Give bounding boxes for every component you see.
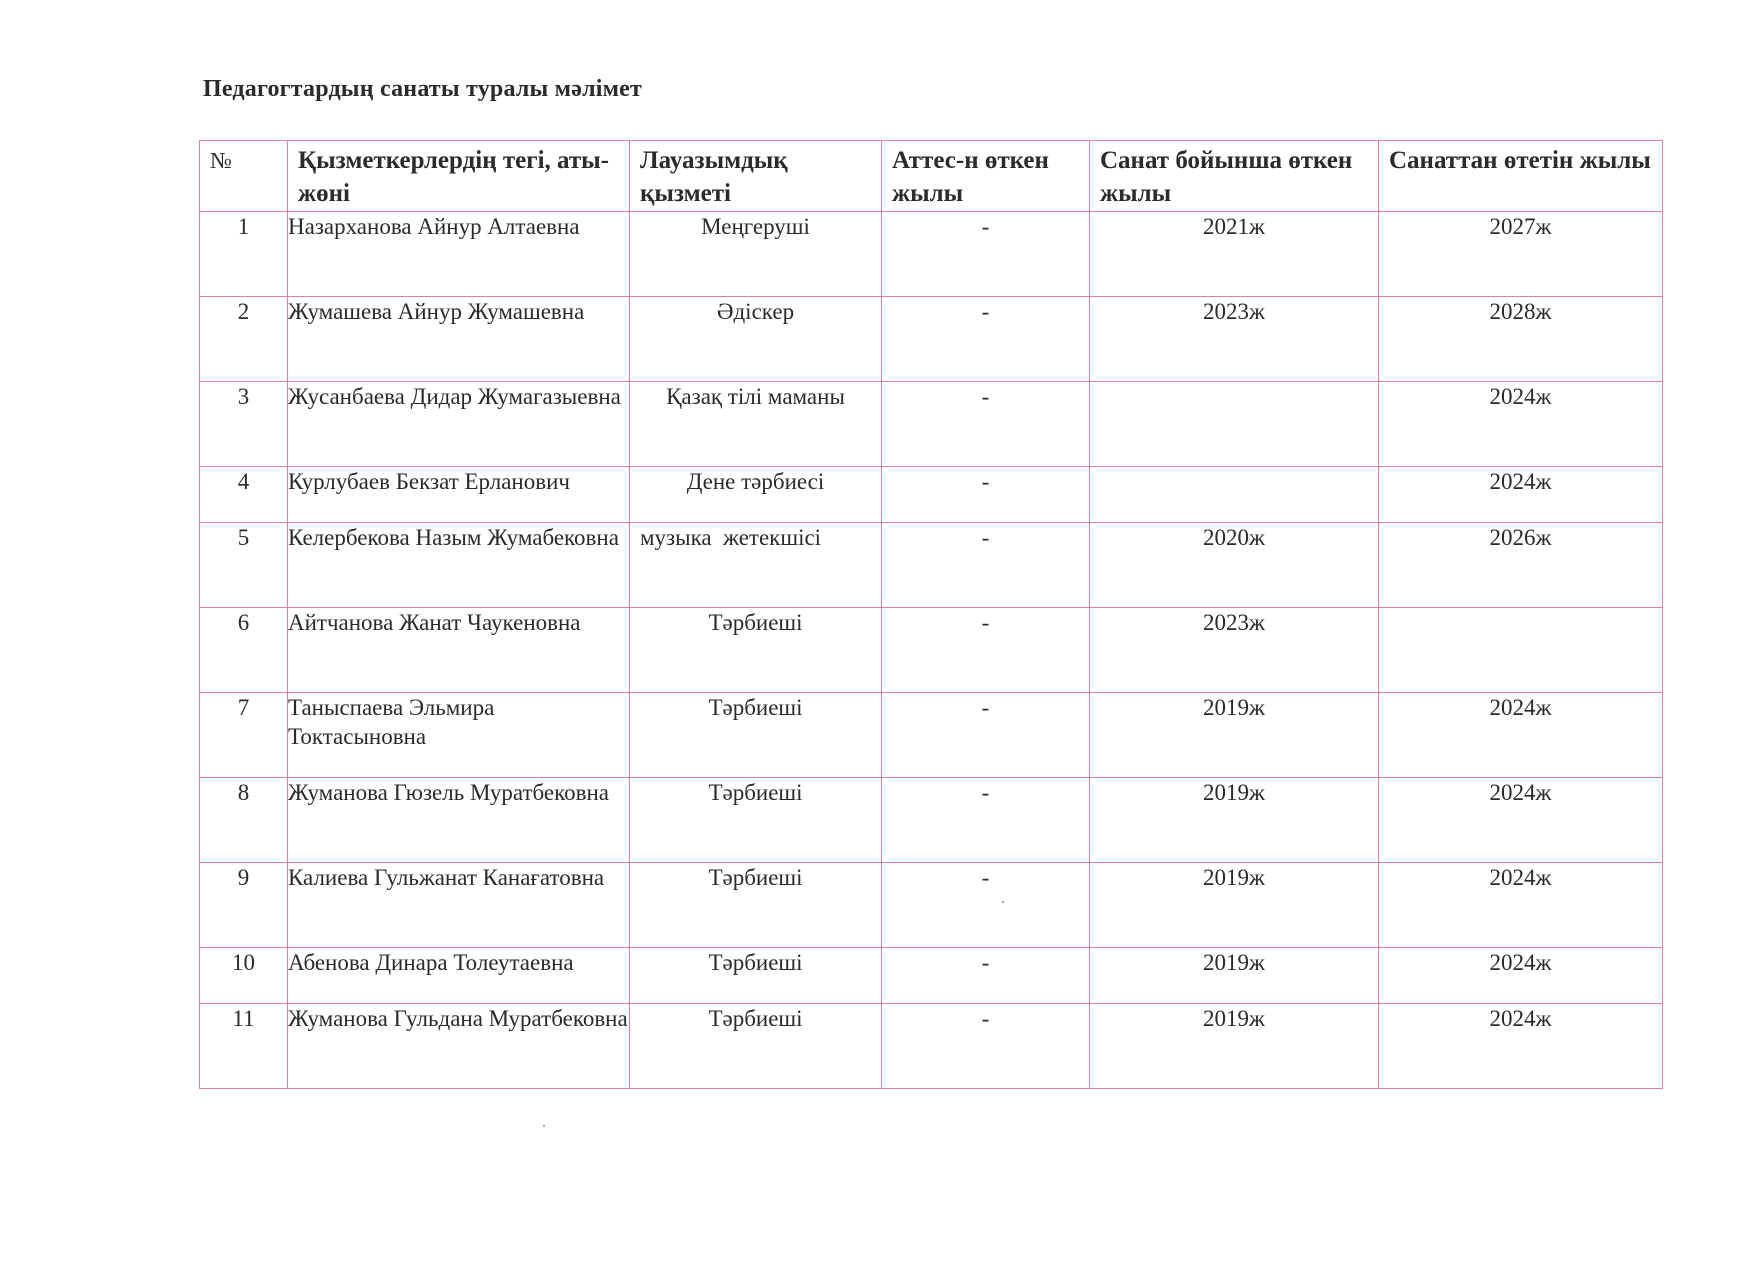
header-number: №	[200, 141, 288, 212]
scan-speck	[543, 1125, 545, 1127]
row-number: 6	[200, 608, 288, 693]
scan-speck	[1002, 901, 1004, 903]
table-row	[200, 212, 1663, 297]
attestation-year: -	[882, 382, 1090, 467]
attestation-year: -	[882, 948, 1090, 1004]
page-title: Педагогтардың санаты туралы мәлімет	[203, 76, 642, 102]
staff-name: Абенова Динара Толеутаевна	[288, 948, 630, 1004]
category-next-year: 2026ж	[1379, 523, 1663, 608]
staff-position: Тәрбиеші	[630, 1004, 882, 1089]
table-row	[200, 523, 1663, 608]
staff-name: Жуманова Гульдана Муратбековна	[288, 1004, 630, 1089]
table-row	[200, 863, 1663, 948]
category-next-year: 2027ж	[1379, 212, 1663, 297]
category-passed-year: 2019ж	[1090, 693, 1379, 778]
table-row	[200, 1004, 1663, 1089]
row-number: 3	[200, 382, 288, 467]
table-row	[200, 382, 1663, 467]
attestation-year: -	[882, 297, 1090, 382]
table-row	[200, 778, 1663, 863]
attestation-year: -	[882, 467, 1090, 523]
header-category-next-year: Санаттан өтетін жылы	[1379, 141, 1663, 212]
category-next-year: 2024ж	[1379, 467, 1663, 523]
attestation-year: -	[882, 863, 1090, 948]
staff-name: Жуманова Гюзель Муратбековна	[288, 778, 630, 863]
category-next-year: 2028ж	[1379, 297, 1663, 382]
row-number: 5	[200, 523, 288, 608]
staff-position: Әдіскер	[630, 297, 882, 382]
attestation-year: -	[882, 693, 1090, 778]
table-header-row	[200, 141, 1663, 212]
staff-name: Калиева Гульжанат Канағатовна	[288, 863, 630, 948]
category-next-year: 2024ж	[1379, 1004, 1663, 1089]
header-attestation-year: Аттес-н өткен жылы	[882, 141, 1090, 212]
attestation-year: -	[882, 608, 1090, 693]
staff-category-table	[199, 140, 1663, 1089]
staff-position: Тәрбиеші	[630, 948, 882, 1004]
staff-name: Таныспаева Эльмира Токтасыновна	[288, 693, 630, 778]
row-number: 10	[200, 948, 288, 1004]
category-passed-year: 2019ж	[1090, 863, 1379, 948]
category-passed-year	[1090, 382, 1379, 467]
category-passed-year: 2020ж	[1090, 523, 1379, 608]
category-next-year: 2024ж	[1379, 693, 1663, 778]
category-next-year: 2024ж	[1379, 863, 1663, 948]
attestation-year: -	[882, 1004, 1090, 1089]
staff-name: Курлубаев Бекзат Ерланович	[288, 467, 630, 523]
table-row	[200, 297, 1663, 382]
category-passed-year: 2019ж	[1090, 778, 1379, 863]
row-number: 8	[200, 778, 288, 863]
table-row	[200, 693, 1663, 778]
category-next-year: 2024ж	[1379, 778, 1663, 863]
category-passed-year: 2019ж	[1090, 1004, 1379, 1089]
header-category-passed-year: Санат бойынша өткен жылы	[1090, 141, 1379, 212]
staff-position: Меңгеруші	[630, 212, 882, 297]
category-passed-year: 2021ж	[1090, 212, 1379, 297]
row-number: 9	[200, 863, 288, 948]
row-number: 7	[200, 693, 288, 778]
staff-position: Қазақ тілі маманы	[630, 382, 882, 467]
category-passed-year: 2019ж	[1090, 948, 1379, 1004]
category-passed-year: 2023ж	[1090, 297, 1379, 382]
header-full-name: Қызметкерлердің тегі, аты-жөні	[288, 141, 630, 212]
staff-position: Тәрбиеші	[630, 608, 882, 693]
row-number: 11	[200, 1004, 288, 1089]
staff-name: Жусанбаева Дидар Жумагазыевна	[288, 382, 630, 467]
staff-name: Назарханова Айнур Алтаевна	[288, 212, 630, 297]
staff-name: Айтчанова Жанат Чаукеновна	[288, 608, 630, 693]
row-number: 4	[200, 467, 288, 523]
category-next-year: 2024ж	[1379, 948, 1663, 1004]
row-number: 1	[200, 212, 288, 297]
attestation-year: -	[882, 523, 1090, 608]
staff-position: Тәрбиеші	[630, 693, 882, 778]
header-position: Лауазымдық қызметі	[630, 141, 882, 212]
staff-position: Тәрбиеші	[630, 778, 882, 863]
table-row	[200, 467, 1663, 523]
table-row	[200, 608, 1663, 693]
row-number: 2	[200, 297, 288, 382]
table-row	[200, 948, 1663, 1004]
staff-position: Тәрбиеші	[630, 863, 882, 948]
category-passed-year: 2023ж	[1090, 608, 1379, 693]
staff-position: Дене тәрбиесі	[630, 467, 882, 523]
staff-name: Жумашева Айнур Жумашевна	[288, 297, 630, 382]
staff-position: музыка жетекшісі	[630, 523, 882, 608]
attestation-year: -	[882, 212, 1090, 297]
staff-name: Келербекова Назым Жумабековна	[288, 523, 630, 608]
category-next-year	[1379, 608, 1663, 693]
category-passed-year	[1090, 467, 1379, 523]
category-next-year: 2024ж	[1379, 382, 1663, 467]
attestation-year: -	[882, 778, 1090, 863]
